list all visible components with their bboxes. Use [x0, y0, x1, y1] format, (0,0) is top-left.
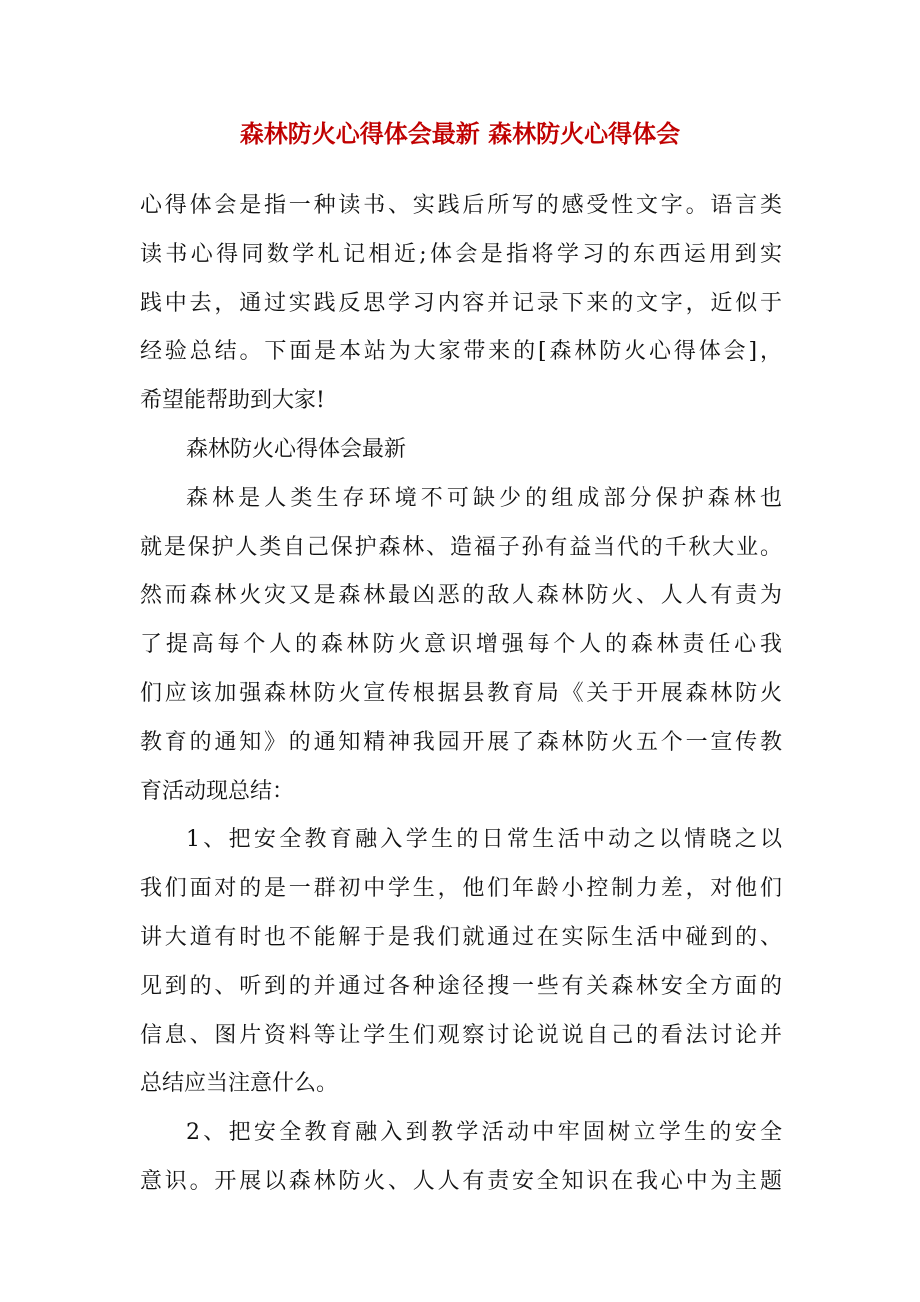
paragraph-line: 育活动现总结：	[140, 778, 295, 804]
paragraph-line: 就是保护人类自己保护森林、造福子孙有益当代的千秋大业。	[140, 534, 782, 560]
paragraph-line: 2、把安全教育融入到教学活动中牢固树立学生的安全	[186, 1120, 782, 1146]
paragraph-line: 我们面对的是一群初中学生，他们年龄小控制力差，对他们	[140, 876, 782, 902]
paragraph-line: 总结应当注意什么。	[140, 1071, 339, 1097]
paragraph-line: 教育的通知》的通知精神我园开展了森林防火五个一宣传教	[140, 729, 782, 755]
document-title: 森林防火心得体会最新 森林防火心得体会	[239, 119, 681, 148]
paragraph-line: 信息、图片资料等让学生们观察讨论说说自己的看法讨论并	[140, 1022, 782, 1048]
intro-line: 希望能帮助到大家!	[140, 388, 325, 414]
paragraph-line: 意识。开展以森林防火、人人有责安全知识在我心中为主题	[140, 1168, 782, 1194]
paragraph-line: 森林是人类生存环境不可缺少的组成部分保护森林也	[186, 485, 782, 511]
paragraph-line: 了提高每个人的森林防火意识增强每个人的森林责任心我	[140, 632, 782, 658]
paragraph-line: 然而森林火灾又是森林最凶恶的敌人森林防火、人人有责为	[140, 583, 782, 609]
intro-line: 经验总结。下面是本站为大家带来的[森林防火心得体会]，	[140, 339, 782, 365]
document-body	[140, 182, 782, 1207]
intro-line: 心得体会是指一种读书、实践后所写的感受性文字。语言类	[140, 193, 782, 218]
intro-line: 读书心得同数学札记相近;体会是指将学习的东西运用到实	[140, 241, 782, 267]
paragraph-line: 们应该加强森林防火宣传根据县教育局《关于开展森林防火	[140, 680, 782, 706]
paragraph-line: 见到的、听到的并通过各种途径搜一些有关森林安全方面的	[140, 973, 782, 999]
section-subheading: 森林防火心得体会最新	[186, 436, 407, 462]
intro-line: 践中去，通过实践反思学习内容并记录下来的文字，近似于	[140, 290, 782, 316]
paragraph-line: 1、把安全教育融入学生的日常生活中动之以情晓之以	[186, 827, 782, 853]
paragraph-line: 讲大道有时也不能解于是我们就通过在实际生活中碰到的、	[140, 924, 782, 950]
